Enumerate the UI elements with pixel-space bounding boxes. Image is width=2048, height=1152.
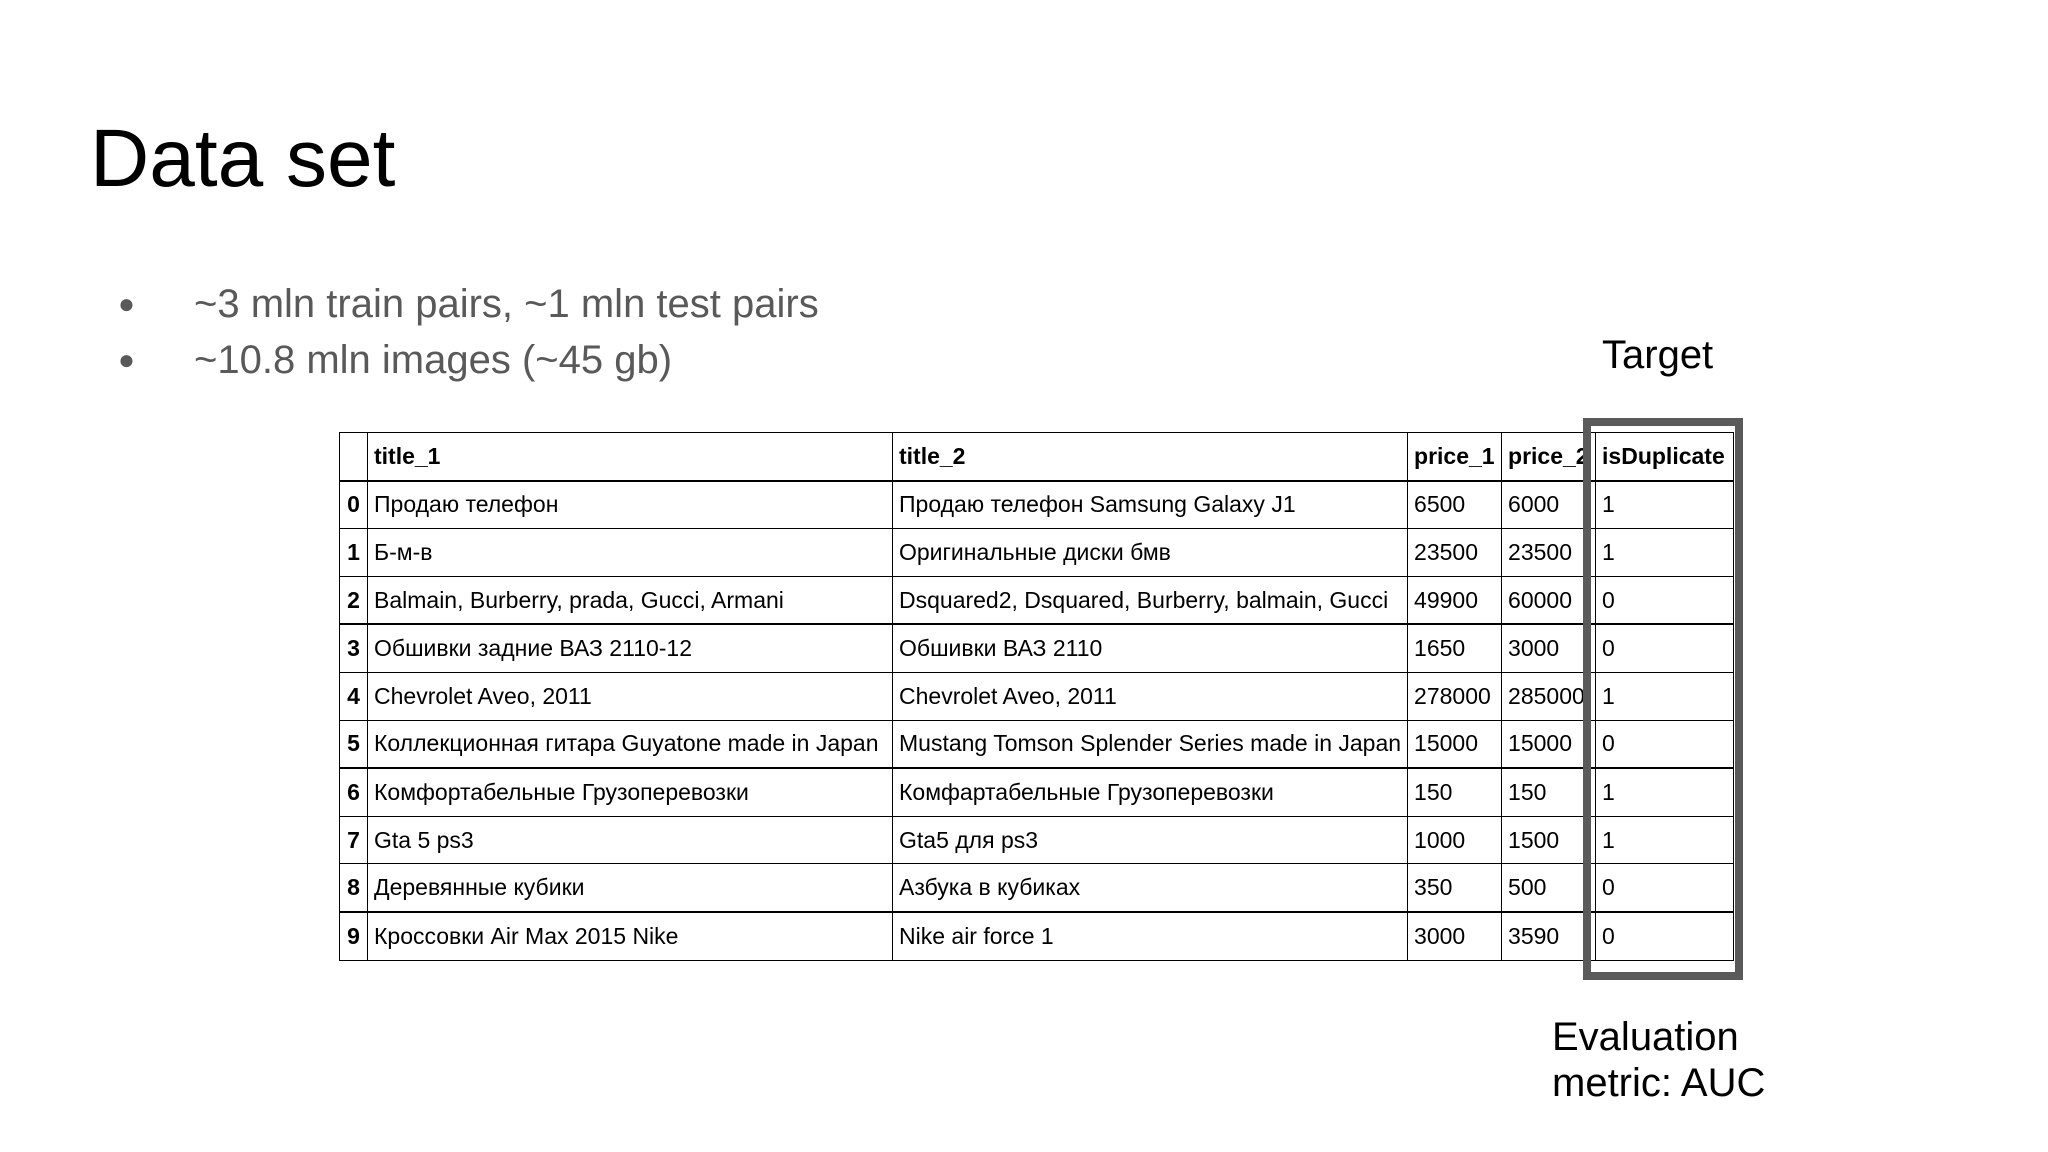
table-cell: 1	[1596, 481, 1734, 529]
table-row	[340, 768, 1734, 816]
bullet-text: ~3 mln train pairs, ~1 mln test pairs	[194, 281, 819, 326]
table-cell: 150	[1502, 768, 1596, 816]
table-cell: 49900	[1408, 576, 1502, 624]
table-cell: Комфортабельные Грузоперевозки	[368, 768, 893, 816]
table-cell: 15000	[1502, 720, 1596, 768]
slide-title: Data set	[90, 113, 396, 204]
table-cell: Коллекционная гитара Guyatone made in Japan	[368, 720, 893, 768]
table-cell: Продаю телефон Samsung Galaxy J1	[893, 481, 1408, 529]
dataframe-table-wrapper	[339, 432, 1734, 961]
table-cell: 1000	[1408, 816, 1502, 864]
table-cell: 350	[1408, 864, 1502, 912]
table-row	[340, 912, 1734, 960]
target-column-highlight	[1583, 418, 1743, 980]
row-index: 3	[340, 624, 368, 672]
table-cell: Chevrolet Aveo, 2011	[893, 672, 1408, 720]
table-cell: 3000	[1408, 912, 1502, 960]
table-cell: 3590	[1502, 912, 1596, 960]
table-cell: Chevrolet Aveo, 2011	[368, 672, 893, 720]
table-cell: Nike air force 1	[893, 912, 1408, 960]
row-index: 5	[340, 720, 368, 768]
table-row	[340, 481, 1734, 529]
row-index: 2	[340, 576, 368, 624]
table-cell: Продаю телефон	[368, 481, 893, 529]
table-cell: 285000	[1502, 672, 1596, 720]
table-cell: Обшивки задние ВАЗ 2110-12	[368, 624, 893, 672]
bullet-item	[118, 276, 819, 332]
table-cell: Б-м-в	[368, 529, 893, 577]
table-cell: 0	[1596, 912, 1734, 960]
bullet-list	[118, 276, 819, 388]
row-index: 0	[340, 481, 368, 529]
table-cell: 6000	[1502, 481, 1596, 529]
table-cell: Gta5 для ps3	[893, 816, 1408, 864]
table-cell: Азбука в кубиках	[893, 864, 1408, 912]
table-row	[340, 672, 1734, 720]
table-cell: 3000	[1502, 624, 1596, 672]
column-header: isDuplicate	[1596, 433, 1734, 481]
table-cell: 23500	[1408, 529, 1502, 577]
table-cell: Кроссовки Air Max 2015 Nike	[368, 912, 893, 960]
column-header: title_2	[893, 433, 1408, 481]
table-row	[340, 720, 1734, 768]
evaluation-label-line: metric: AUC	[1552, 1061, 1766, 1105]
table-cell: Mustang Tomson Splender Series made in Japan	[893, 720, 1408, 768]
table-cell: 23500	[1502, 529, 1596, 577]
table-row	[340, 816, 1734, 864]
bullet-dot-icon: ●	[118, 288, 135, 319]
table-row	[340, 529, 1734, 577]
target-label: Target	[1602, 333, 1714, 377]
table-cell: Dsquared2, Dsquared, Burberry, balmain, Gucci	[893, 576, 1408, 624]
table-cell: 60000	[1502, 576, 1596, 624]
table-cell: 1500	[1502, 816, 1596, 864]
bullet-dot-icon: ●	[118, 344, 135, 375]
bullet-text: ~10.8 mln images (~45 gb)	[194, 337, 673, 382]
dataframe-table	[339, 432, 1734, 961]
table-cell: 278000	[1408, 672, 1502, 720]
table-row	[340, 864, 1734, 912]
table-cell: Обшивки ВАЗ 2110	[893, 624, 1408, 672]
table-cell: Оригинальные диски бмв	[893, 529, 1408, 577]
column-header-index	[340, 433, 368, 481]
row-index: 1	[340, 529, 368, 577]
row-index: 9	[340, 912, 368, 960]
row-index: 6	[340, 768, 368, 816]
table-cell: 15000	[1408, 720, 1502, 768]
table-cell: Gta 5 ps3	[368, 816, 893, 864]
table-cell: 500	[1502, 864, 1596, 912]
row-index: 8	[340, 864, 368, 912]
table-cell: 6500	[1408, 481, 1502, 529]
evaluation-metric-label	[1552, 1014, 1765, 1106]
table-cell: 1	[1596, 672, 1734, 720]
table-row	[340, 576, 1734, 624]
row-index: 4	[340, 672, 368, 720]
table-cell: 1	[1596, 768, 1734, 816]
table-cell: 0	[1596, 576, 1734, 624]
row-index: 7	[340, 816, 368, 864]
table-cell: 1	[1596, 529, 1734, 577]
table-cell: 150	[1408, 768, 1502, 816]
table-cell: 1	[1596, 816, 1734, 864]
column-header: price_1	[1408, 433, 1502, 481]
table-cell: 0	[1596, 720, 1734, 768]
bullet-item	[118, 332, 819, 388]
table-cell: Деревянные кубики	[368, 864, 893, 912]
table-cell: 0	[1596, 864, 1734, 912]
table-cell: 0	[1596, 624, 1734, 672]
table-row	[340, 624, 1734, 672]
column-header: price_2	[1502, 433, 1596, 481]
table-cell: Комфартабельные Грузоперевозки	[893, 768, 1408, 816]
column-header: title_1	[368, 433, 893, 481]
evaluation-label-line: Evaluation	[1552, 1015, 1739, 1059]
table-cell: Balmain, Burberry, prada, Gucci, Armani	[368, 576, 893, 624]
table-cell: 1650	[1408, 624, 1502, 672]
table-header-row	[340, 433, 1734, 481]
